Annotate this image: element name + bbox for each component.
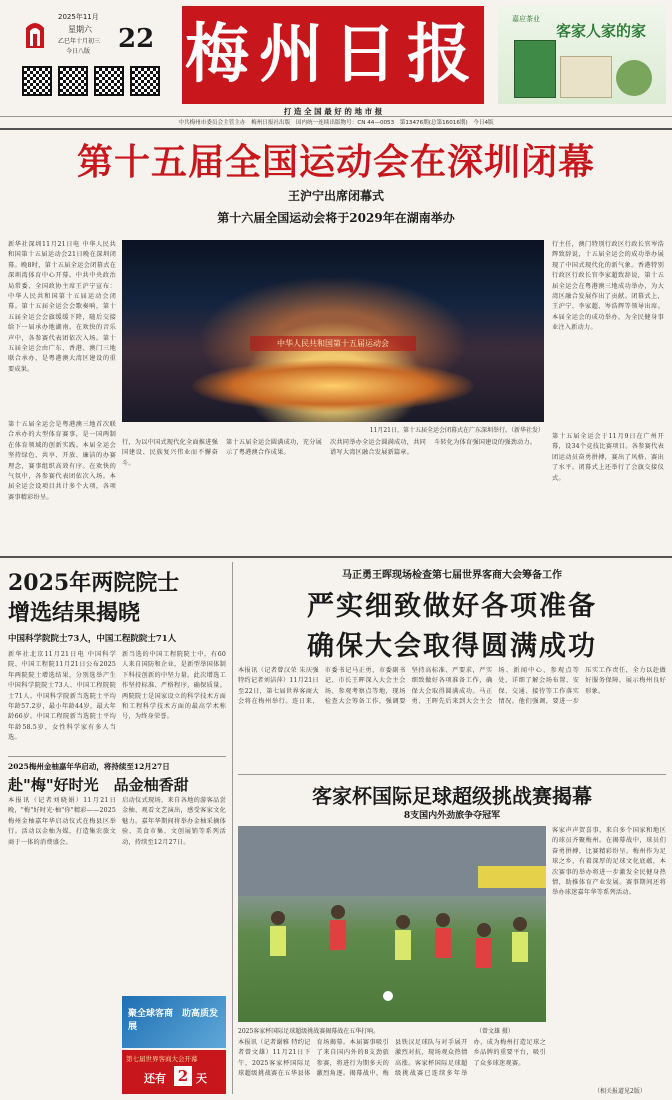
expo-headline-2: 确保大会取得圆满成功 xyxy=(307,631,597,662)
academician-subhead: 中国科学院院士73人，中国工程院院士71人 xyxy=(8,634,177,644)
ad-brand: 客家人家的家 xyxy=(556,22,647,40)
photo-caption: 11月21日，第十五届全运会闭幕式在广东深圳举行。（新华社发） xyxy=(369,427,544,434)
lead-column-3b: 第十五届全运会于11月9日在广州开幕，设34个竞技比赛项目。各参赛代表团运动员奋勇拼搏，赛出了风格、赛出了水平。闭幕式上还举行了会旗交接仪式。 xyxy=(552,433,664,482)
countdown-box xyxy=(122,1050,226,1094)
qr-code-icon[interactable] xyxy=(130,66,160,96)
lunar-date: 乙巳年十月初三 xyxy=(58,38,101,45)
countdown-label: 第七届世界客商大会开幕 xyxy=(126,1055,198,1063)
ad-product-jar xyxy=(616,60,652,96)
countdown-post: 天 xyxy=(196,1072,207,1085)
lead-under-1: 行，为以中国式现代化全面推进强国建设、民族复兴伟业而不懈奋斗。 xyxy=(122,439,218,467)
football-photo-caption: 2025客家杯国际足球超级挑战赛揭幕战在五华打响。 xyxy=(238,1028,380,1035)
players-graphic xyxy=(238,826,546,1022)
academician-headline-2: 增选结果揭晓 xyxy=(8,600,141,626)
pomelo-headline: 赴"梅"好时光 品金柚香甜 xyxy=(8,776,189,794)
lead-headline: 第十五届全国运动会在深圳闭幕 xyxy=(76,141,595,183)
date-line: 2025年11月 xyxy=(58,13,99,21)
ad-product-box xyxy=(514,40,556,98)
academician-column-1: 新华社北京11月21日电 中国科学院、中国工程院11月21日公布2025年两院院士增选结果，分别选举产生中国科学院院士73人、中国工程院院士71人。中国科学院新当选院士平均年龄57.2岁，最小年龄44岁，最大年龄66岁。中国工程院新当选院士平均年龄58.5岁，女性科学家有多人当选。 xyxy=(8,651,116,742)
masthead-title: 梅州日报 xyxy=(185,17,481,92)
pomelo-column-2: 启动仪式现场，来自各地的游客品尝金柚、观看文艺演出，感受客家文化魅力。嘉年华期间将举办金柚采摘体验、美食市集、文创展销等系列活动，持续至12月27日。 xyxy=(122,797,226,846)
lead-under-2: 第十五届全运会圆满成功，充分展示了粤港澳合作成果。 xyxy=(226,439,322,457)
football-photo xyxy=(238,826,546,1022)
expo-headline-1: 严实细致做好各项准备 xyxy=(307,591,597,622)
football-body-right: 客家声声贺喜事，来自多个国家和地区的球员齐聚梅州。在揭幕战中，球员们奋勇拼搏，比赛精彩纷呈。梅州作为足球之乡，有着深厚的足球文化底蕴，本次赛事的举办将进一步激发全民健身热情，助推体育产业发展。赛事期间还将举办球迷嘉年华等系列活动。 xyxy=(552,827,666,897)
stadium-field xyxy=(192,360,474,412)
masthead xyxy=(0,0,672,124)
football-body: 本报讯（记者谢雅 特约记者曾文雄）11月21日下午，2025客家杯国际足球超级挑战赛在五华县体育场揭幕。本届赛事吸引了来自国内外的8支劲旅参赛，将进行为期多天的激烈角逐。揭幕战中，梅县铁汉足球队与对手展开激烈对抗，现场观众热情高涨。客家杯国际足球超级挑战赛已连续多年举办，成为梅州打造足球之乡品牌的重要平台，吸引了众多球迷观赛。 xyxy=(238,1039,546,1078)
lead-column-3: 行主任，澳门特别行政区行政长官岑浩辉致辞说，十五届全运会的成功举办展现了中国式现代化的新气象。香港特别行政区行政长官李家超致辞说，第十五届全运会在粤港澳三地成功举办，为大湾区融合发展作出了贡献。闭幕式上，王沪宁、李家超、岑浩辉等领导出席。本届全运会的成功举办，为全民健身事业注入新动力。 xyxy=(552,241,664,332)
related-link[interactable]: （相关报道见2版） xyxy=(594,1088,646,1095)
ad-small-brand: 嘉应茶业 xyxy=(512,15,540,23)
lead-under-4: 斗转化为体育强国建设的强劲动力。 xyxy=(434,439,537,446)
qr-code-icon[interactable] xyxy=(58,66,88,96)
lead-subhead-2: 第十六届全国运动会将于2029年在湖南举办 xyxy=(217,211,455,225)
ad-product-box xyxy=(560,56,612,98)
expo-banner-text: 聚全球客商 助高质发展 xyxy=(128,1009,219,1032)
lead-subhead-1: 王沪宁出席闭幕式 xyxy=(287,189,384,203)
expo-body: 本报讯（记者曾汉荣 朱庆强 特约记者刘洁萍）11月21日至22日，第七届世界客商大会将在梅州举行。连日来，市委书记马正勇，市委副书记、市长王晖深入大会主会场、参观考察点等地，现场检查大会筹备工作，强调要坚持高标准、严要求，严实细致做好各项准备工作，确保大会取得圆满成功。马正勇、王晖先后来到大会主会场、新闻中心、参观点等处，详细了解会场布置、安保、交通、接待等工作落实情况。他们强调，要进一步压实工作责任，全力以赴做好服务保障，展示梅州良好形象。 xyxy=(238,667,666,706)
countdown-pre: 还有 xyxy=(144,1072,166,1085)
masthead-title-block xyxy=(182,6,484,104)
stadium-banner: 中华人民共和国第十五届运动会 xyxy=(250,336,416,351)
stadium-photo xyxy=(122,240,544,422)
qr-code-icon[interactable] xyxy=(22,66,52,96)
weekday: 星期六 xyxy=(68,25,92,34)
football-headline: 客家杯国际足球超级挑战赛揭幕 xyxy=(312,784,592,808)
pomelo-kicker: 2025梅州金柚嘉年华启动，将持续至12月27日 xyxy=(8,762,170,771)
football-photo-credit: （曾文雄 摄） xyxy=(476,1028,514,1035)
masthead-slogan: 打 造 全 国 最 好 的 地 市 报 xyxy=(283,107,383,116)
ad-banner[interactable] xyxy=(498,6,666,104)
expo-kicker: 马正勇王晖现场检查第七届世界客商大会筹备工作 xyxy=(342,570,562,581)
academician-headline-1: 2025年两院院士 xyxy=(8,570,180,596)
academician-column-2: 新当选的中国工程院院士中，有60人来自国防和企业，是新型举国体制下科技创新的中坚力量。此次增选工作坚持标准、严格程序，确保质量。两院院士是国家设立的科学技术方面和工程科学技术方面的最高学术称号，为终身荣誉。 xyxy=(122,651,226,721)
info-line: 中共梅州市委员会主管主办 梅州日报社出版 国内统一连续出版物号：CN 44—0053 第13476期(总第16016期) 今日4版 xyxy=(178,120,494,126)
page-count: 今日八版 xyxy=(66,48,91,55)
qr-code-icon[interactable] xyxy=(94,66,124,96)
lead-column-2: 第十五届全运会是粤港澳三地首次联合承办的大型体育赛事，是一国两制在体育领域的创新实践。本届全运会坚持绿色、共享、开放、廉洁的办赛理念，赛事组织高效有序。在欢快的气氛中，各参赛代表团依次入场。本届全运会设项目共计多个大项，各项赛事精彩纷呈。 xyxy=(8,421,116,501)
newspaper-logo-icon xyxy=(22,18,48,52)
lead-column-1: 新华社深圳11月21日电 中华人民共和国第十五届运动会21日晚在深圳闭幕。晚8时，第十五届全运会闭幕式在深圳湾体育中心开幕。中共中央政治局常委、全国政协主席王沪宁宣布：中华人民共和国第十五届运动会闭幕。第十五届全运会会歌奏响，第十五届全运会会旗缓缓下降，随后交接给下一届承办地湖南。在欢快的音乐声中，各参赛代表团依次入场。第十五届全运会由广东、香港、澳门三地联合承办，是粤港澳大湾区建设的重要成果。 xyxy=(8,241,116,373)
lead-under-3: 次共同举办全运会圆满成功，共同谱写大湾区融合发展新篇章。 xyxy=(330,439,426,457)
football-subhead: 8支国内外劲旅争夺冠军 xyxy=(403,811,501,821)
countdown-number: 2 xyxy=(174,1066,192,1086)
day-number: 22 xyxy=(118,24,155,54)
expo-banner[interactable] xyxy=(122,996,226,1048)
pomelo-column-1: 本报讯（记者刘晓娟）11月21日晚，"梅"好时光·柚"你"精彩——2025梅州金柚嘉年华启动仪式在梅县区举行。活动以金柚为媒，打造集农旅文商于一体的消费盛会。 xyxy=(8,797,116,846)
